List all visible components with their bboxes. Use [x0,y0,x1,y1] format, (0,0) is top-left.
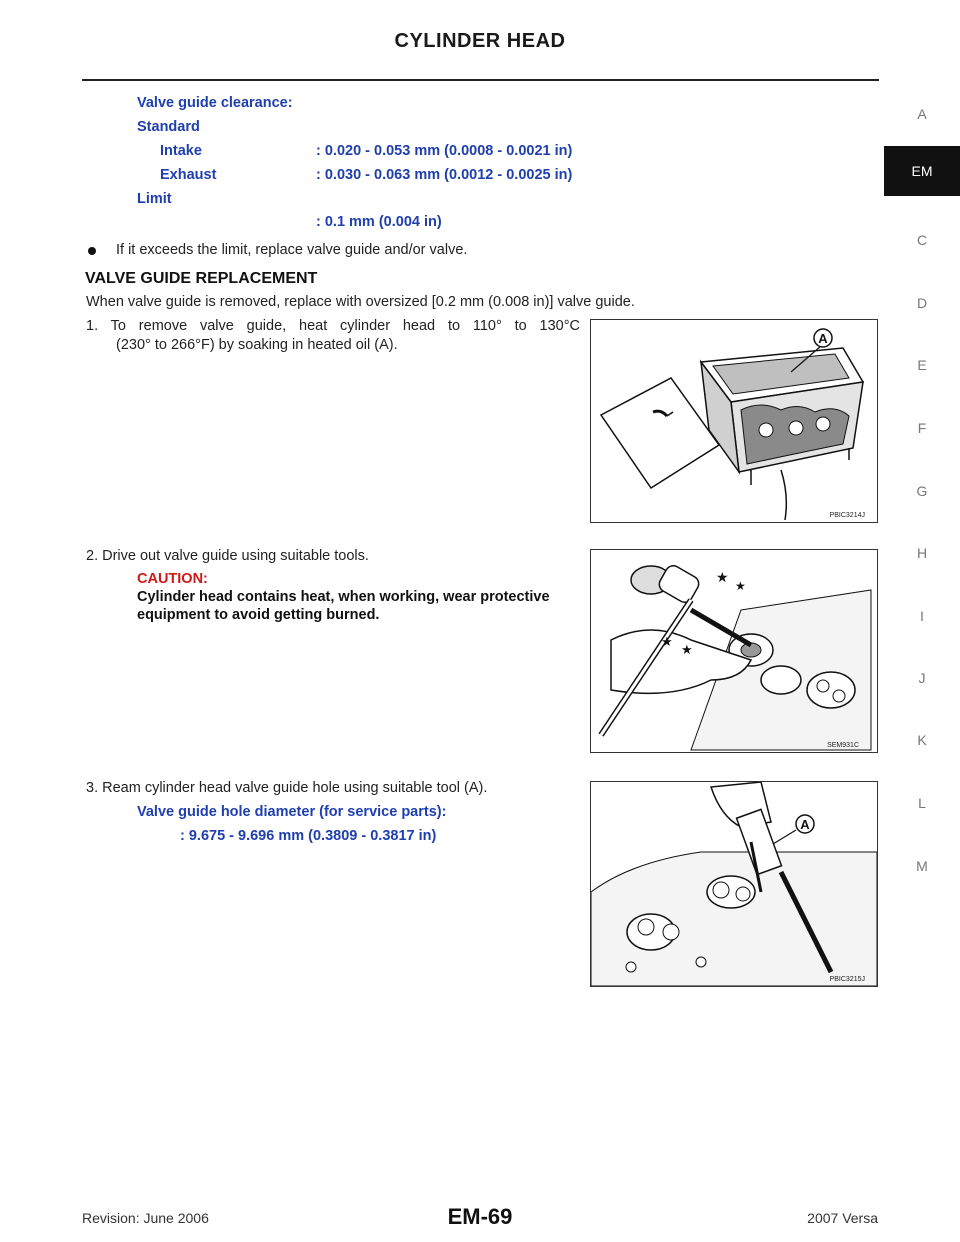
page-title: CYLINDER HEAD [394,30,566,52]
spec-intake-label: Intake [160,143,202,159]
footer-revision: Revision: June 2006 [82,1210,209,1226]
step1-line1: 1. To remove valve guide, heat cylinder head to 110° to 130°C [86,318,580,334]
figure3-callout-a: A [800,817,810,832]
figure-ream-guide-hole [590,781,878,987]
figure3-code: PBIC3215J [829,976,865,983]
step3-text: 3. Ream cylinder head valve guide hole using suitable tool (A). [86,780,488,796]
hammer-drift-illustration [591,550,877,752]
section-heading: VALVE GUIDE REPLACEMENT [85,270,318,287]
step2-text: 2. Drive out valve guide using suitable tools. [86,548,369,564]
side-tab-h[interactable]: H [916,545,928,561]
side-tab-k[interactable]: K [917,732,927,748]
side-tab-d[interactable]: D [916,295,928,311]
side-tab-g[interactable]: G [916,483,928,499]
caution-line1: Cylinder head contains heat, when working, wear protective [137,589,550,605]
bullet-text: If it exceeds the limit, replace valve guide and/or valve. [116,242,468,258]
spec-hole-title: Valve guide hole diameter (for service parts): [137,804,447,820]
side-tab-c[interactable]: C [916,232,928,248]
svg-text:★: ★ [681,642,693,657]
figure1-code: PBIC3214J [829,512,865,519]
spec-hole-value: : 9.675 - 9.696 mm (0.3809 - 0.3817 in) [180,828,437,844]
side-tab-m[interactable]: M [916,858,928,874]
spec-clearance-title: Valve guide clearance: [137,95,293,111]
header-rule [82,79,879,81]
bullet-dot [88,247,96,255]
spec-exhaust-value: : 0.030 - 0.063 mm (0.0012 - 0.0025 in) [316,167,573,183]
figure-drive-out-guide [590,549,878,753]
section-intro: When valve guide is removed, replace with oversized [0.2 mm (0.008 in)] valve guide. [86,294,635,310]
side-tab-a[interactable]: A [917,106,927,122]
caution-label: CAUTION: [137,571,208,587]
side-tab-j[interactable]: J [918,670,926,686]
step1-line2: (230° to 266°F) by soaking in heated oil (A). [116,337,398,353]
figure2-code: SEM931C [827,742,859,749]
side-tab-i[interactable]: I [920,608,924,624]
page-number: EM-69 [447,1204,513,1229]
reamer-illustration [591,782,877,986]
side-tab-f[interactable]: F [917,420,927,436]
svg-text:★: ★ [661,634,673,649]
caution-line2: equipment to avoid getting burned. [137,607,380,623]
spec-standard-label: Standard [137,119,200,135]
figure-heated-oil-bath [590,319,878,523]
side-tab-e[interactable]: E [917,357,927,373]
side-tab-em[interactable]: EM [884,146,960,196]
spec-limit-label: Limit [137,191,172,207]
spec-limit-value: : 0.1 mm (0.004 in) [316,214,442,230]
side-tab-l[interactable]: L [918,795,926,811]
footer-model: 2007 Versa [807,1210,878,1226]
oil-bath-illustration [591,320,877,522]
svg-text:★: ★ [716,569,729,585]
svg-text:★: ★ [735,579,746,593]
spec-exhaust-label: Exhaust [160,167,217,183]
figure1-callout-a: A [818,331,828,346]
spec-intake-value: : 0.020 - 0.053 mm (0.0008 - 0.0021 in) [316,143,573,159]
